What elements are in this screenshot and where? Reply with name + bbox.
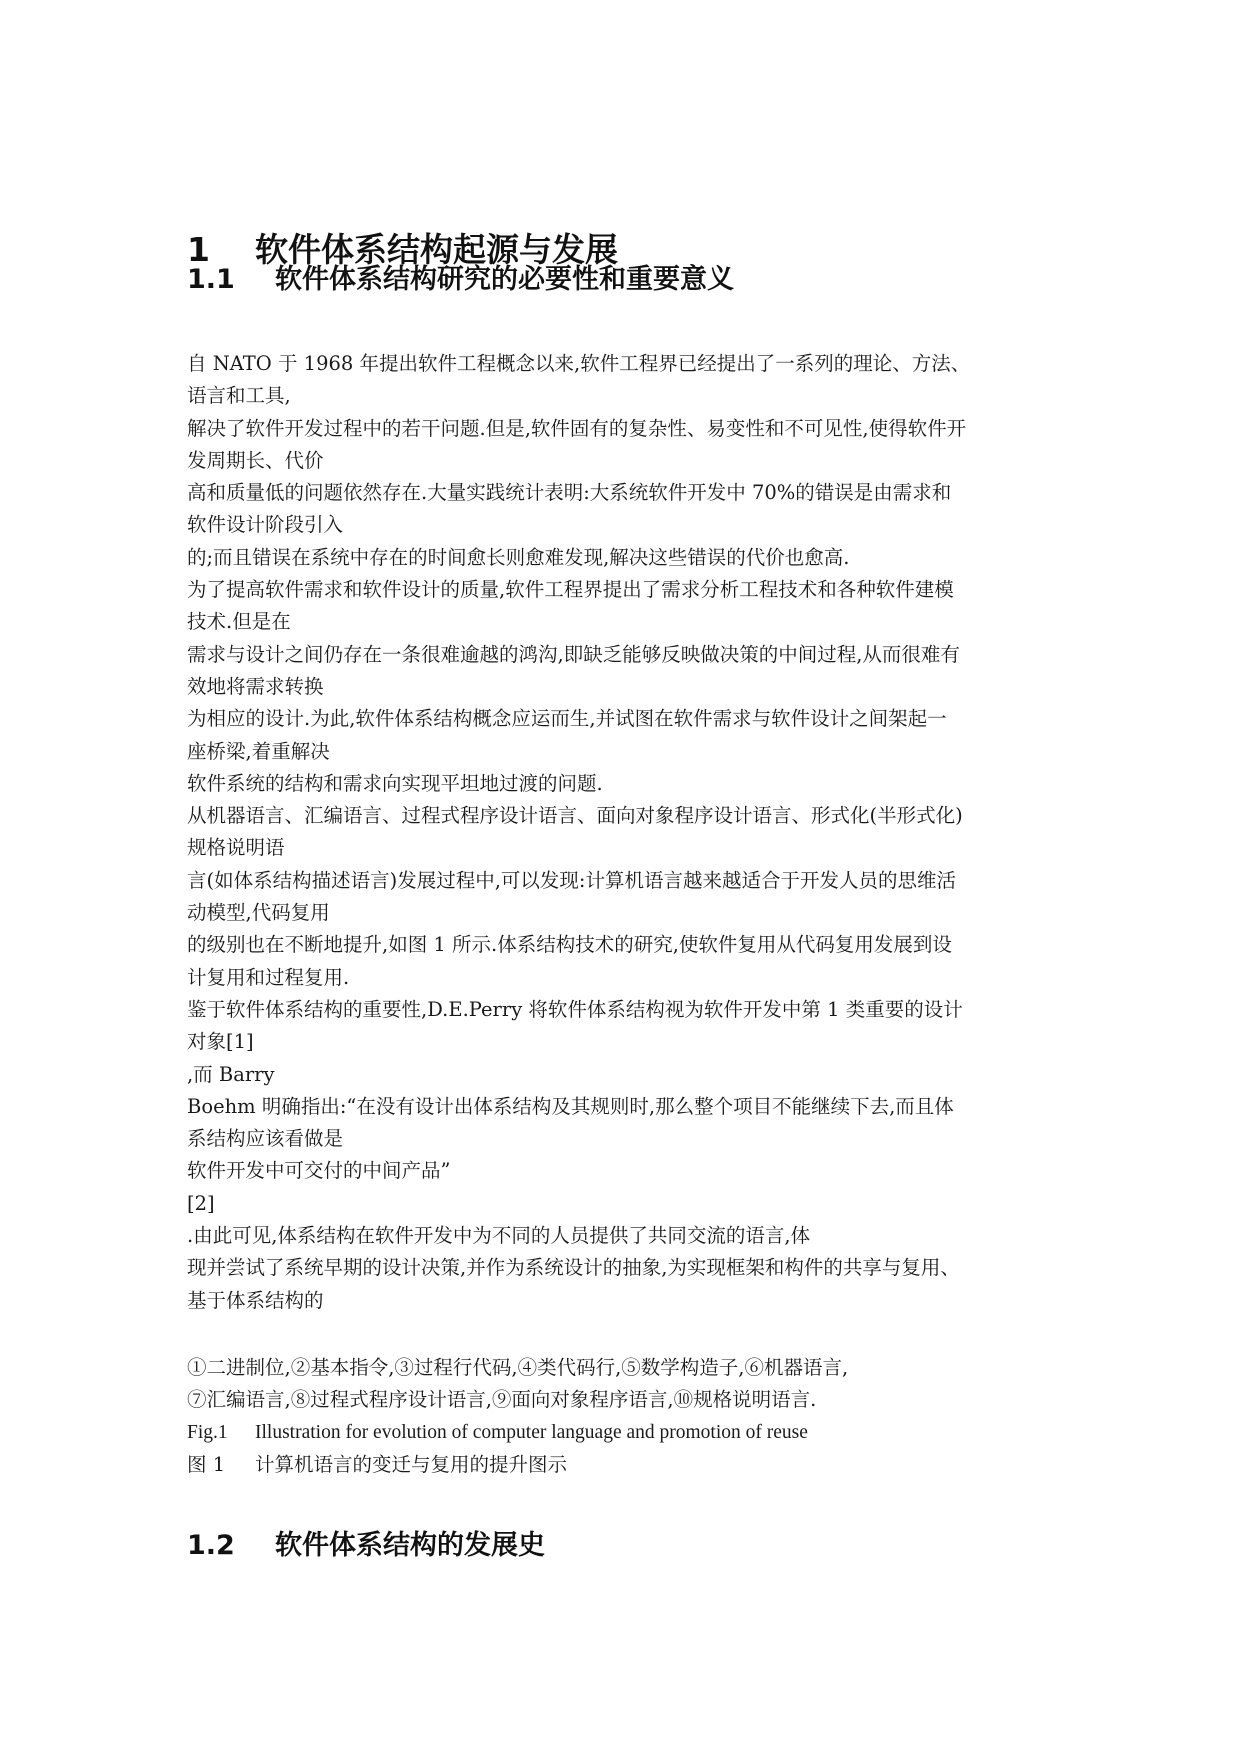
figure-legend-line: ①二进制位,②基本指令,③过程行代码,④类代码行,⑤数学构造子,⑥机器语言,	[187, 1356, 849, 1379]
section-number: 1.1	[187, 264, 235, 295]
body-line: 的级别也在不断地提升,如图 1 所示.体系结构技术的研究,使软件复用从代码复用发展到设	[187, 933, 952, 957]
body-line: 语言和工具,	[187, 384, 291, 408]
body-line: 软件设计阶段引入	[187, 513, 344, 537]
figure-legend-line: ⑦汇编语言,⑧过程式程序设计语言,⑨面向对象程序语言,⑩规格说明语言.	[187, 1388, 817, 1412]
body-line: 的;而且错误在系统中存在的时间愈长则愈难发现,解决这些错误的代价也愈高.	[187, 545, 850, 569]
body-line: 现并尝试了系统早期的设计决策,并作为系统设计的抽象,为实现框架和构件的共享与复用、	[187, 1256, 960, 1280]
body-line: 为了提高软件需求和软件设计的质量,软件工程界提出了需求分析工程技术和各种软件建模	[187, 578, 954, 602]
body-line: 需求与设计之间仍存在一条很难逾越的鸿沟,即缺乏能够反映做决策的中间过程,从而很难有	[187, 642, 960, 666]
figure-caption-block	[187, 1352, 1057, 1481]
figure-caption-zh	[187, 1449, 1057, 1481]
body-line: 系结构应该看做是	[187, 1127, 344, 1151]
body-line: 规格说明语	[187, 836, 285, 860]
body-line: ,而 Barry	[187, 1062, 275, 1086]
body-line: 计复用和过程复用.	[187, 965, 350, 989]
body-line: .由此可见,体系结构在软件开发中为不同的人员提供了共同交流的语言,体	[187, 1224, 811, 1248]
section-heading-1-1	[187, 262, 734, 298]
body-line: 从机器语言、汇编语言、过程式程序设计语言、面向对象程序设计语言、形式化(半形式化)	[187, 804, 963, 828]
section-title: 软件体系结构研究的必要性和重要意义	[275, 264, 734, 295]
body-line: 鉴于软件体系结构的重要性,D.E.Perry 将软件体系结构视为软件开发中第 1 类重要的设计	[187, 997, 963, 1021]
section-number: 1	[187, 230, 210, 269]
body-line: 解决了软件开发过程中的若干问题.但是,软件固有的复杂性、易变性和不可见性,使得软件开	[187, 416, 967, 440]
body-line: [2]	[187, 1191, 215, 1215]
body-line: 软件开发中可交付的中间产品”	[187, 1159, 451, 1183]
body-line: 为相应的设计.为此,软件体系结构概念应运而生,并试图在软件需求与软件设计之间架起一	[187, 707, 947, 731]
body-line: 软件系统的结构和需求向实现平坦地过渡的问题.	[187, 771, 603, 795]
body-line: 对象[1]	[187, 1030, 254, 1054]
body-line: Boehm 明确指出:“在没有设计出体系结构及其规则时,那么整个项目不能继续下去,而且体	[187, 1094, 954, 1118]
figure-caption-text-en: Illustration for evolution of computer language and promotion of reuse	[255, 1421, 808, 1443]
body-line: 座桥梁,着重解决	[187, 739, 330, 763]
section-title: 软件体系结构的发展史	[275, 1530, 545, 1561]
body-line: 技术.但是在	[187, 610, 291, 634]
body-line: 发周期长、代价	[187, 448, 324, 472]
body-line: 动模型,代码复用	[187, 901, 330, 925]
section-title: 软件体系结构起源与发展	[255, 230, 618, 269]
figure-caption-en	[187, 1417, 1057, 1449]
section-number: 1.2	[187, 1530, 235, 1561]
body-line: 效地将需求转换	[187, 674, 324, 698]
figure-label-en: Fig.1	[187, 1421, 228, 1443]
body-line: 高和质量低的问题依然存在.大量实践统计表明:大系统软件开发中 70%的错误是由需求和	[187, 481, 952, 505]
body-line: 言(如体系结构描述语言)发展过程中,可以发现:计算机语言越来越适合于开发人员的思维活	[187, 868, 956, 892]
section-heading-1-2	[187, 1528, 545, 1564]
figure-caption-text-zh: 计算机语言的变迁与复用的提升图示	[255, 1452, 568, 1476]
body-line: 自 NATO 于 1968 年提出软件工程概念以来,软件工程界已经提出了一系列的理论、方法、	[187, 352, 971, 375]
figure-label-zh: 图 1	[187, 1452, 226, 1476]
body-line: 基于体系结构的	[187, 1288, 324, 1312]
body-text	[187, 348, 1057, 1317]
